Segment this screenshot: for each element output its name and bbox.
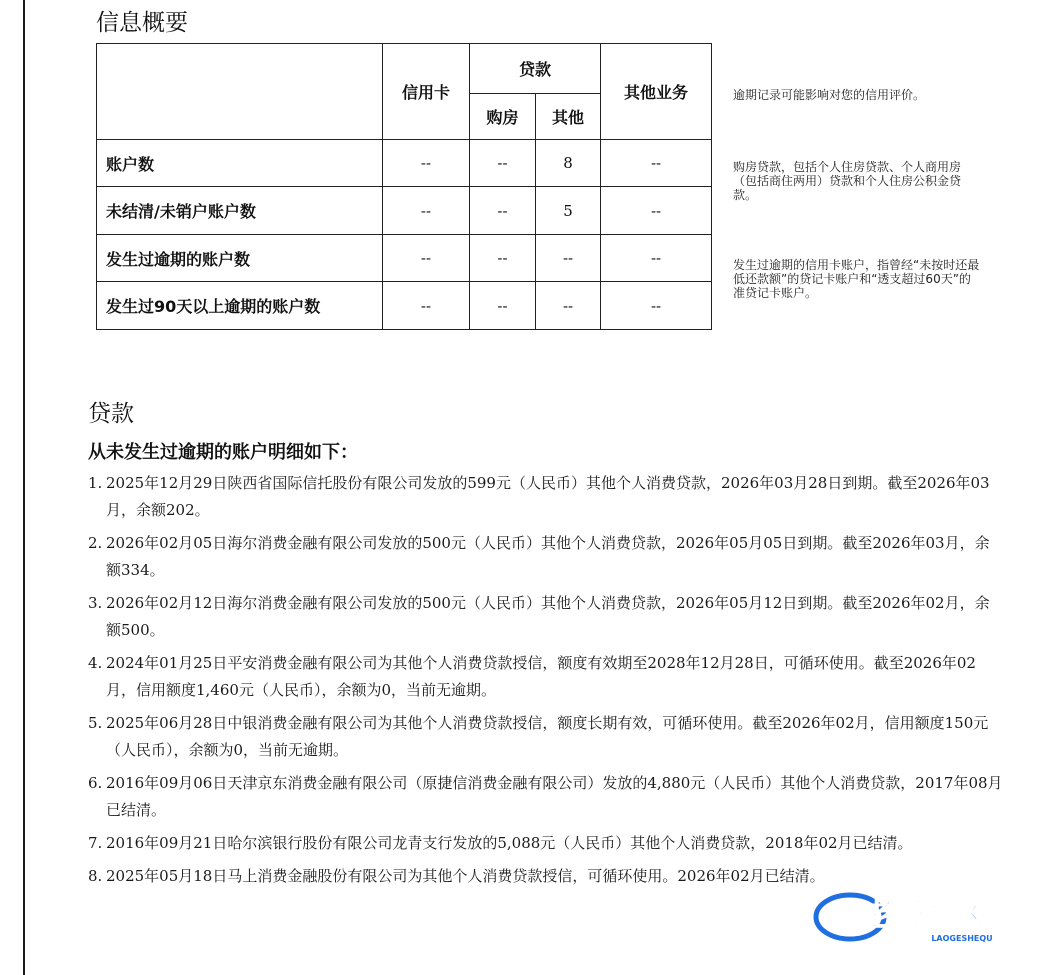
item-number: 3.	[88, 594, 103, 612]
header-credit-card: 信用卡	[383, 44, 470, 140]
note-overdue: 逾期记录可能影响对您的信用评价。	[733, 88, 926, 102]
item-number: 2.	[88, 534, 103, 552]
cell-other-business: --	[601, 282, 712, 330]
item-text: 2026年02月05日海尔消费金融有限公司发放的500元（人民币）其他个人消费贷款，2026年05月05日到期。截至2026年03月，余额334。	[106, 534, 990, 579]
header-other-business: 其他业务	[601, 44, 712, 140]
item-text: 2016年09月21日哈尔滨银行股份有限公司龙青支行发放的5,088元（人民币）其他个人消费贷款，2018年02月已结清。	[106, 834, 913, 852]
item-text: 2026年02月12日海尔消费金融有限公司发放的500元（人民币）其他个人消费贷款，2026年05月12日到期。截至2026年02月，余额500。	[106, 594, 990, 639]
item-text: 2016年09月06日天津京东消费金融有限公司（原捷信消费金融有限公司）发放的4,880元（人民币）其他个人消费贷款，2017年08月已结清。	[106, 774, 1003, 819]
cell-credit-card: --	[383, 282, 470, 330]
list-item	[88, 830, 1003, 857]
table-row	[97, 140, 712, 187]
cell-other-business: --	[601, 140, 712, 187]
cell-housing: --	[470, 187, 536, 235]
list-item	[88, 710, 1003, 764]
laoge-logo	[812, 885, 1028, 945]
cell-credit-card: --	[383, 187, 470, 235]
table-row	[97, 282, 712, 330]
list-item	[88, 470, 1003, 524]
item-text: 2025年12月29日陕西省国际信托股份有限公司发放的599元（人民币）其他个人消费贷款，2026年03月28日到期。截至2026年03月，余额202。	[106, 474, 990, 519]
cell-other: 5	[536, 187, 601, 235]
cell-other: --	[536, 282, 601, 330]
item-number: 5.	[88, 714, 103, 732]
logo-text: 老哥社区	[864, 898, 984, 933]
loans-subtitle: 从未发生过逾期的账户明细如下：	[88, 442, 358, 463]
item-number: 6.	[88, 774, 103, 792]
cell-other: 8	[536, 140, 601, 187]
loans-title: 贷款	[88, 401, 134, 427]
item-text: 2025年06月28日中银消费金融有限公司为其他个人消费贷款授信，额度长期有效，可循环使用。截至2026年02月，信用额度150元（人民币），余额为0，当前无逾期。	[106, 714, 989, 759]
cell-other-business: --	[601, 235, 712, 282]
cell-credit-card: --	[383, 235, 470, 282]
item-text: 2025年05月18日马上消费金融股份有限公司为其他个人消费贷款授信，可循环使用。2026年02月已结清。	[106, 867, 825, 885]
item-number: 8.	[88, 867, 103, 885]
cell-other: --	[536, 235, 601, 282]
cell-housing: --	[470, 235, 536, 282]
item-number: 7.	[88, 834, 103, 852]
list-item	[88, 590, 1003, 644]
cell-housing: --	[470, 282, 536, 330]
item-text: 2024年01月25日平安消费金融有限公司为其他个人消费贷款授信，额度有效期至2028年12月28日，可循环使用。截至2026年02月，信用额度1,460元（人民币），余额为0，当前无逾期。	[106, 654, 976, 699]
loan-list	[88, 470, 1003, 896]
overview-title: 信息概要	[96, 10, 188, 36]
corner-cell	[97, 44, 383, 140]
item-number: 1.	[88, 474, 103, 492]
row-label: 未结清/未销户账户数	[97, 187, 383, 235]
cell-housing: --	[470, 140, 536, 187]
header-other: 其他	[536, 94, 601, 140]
row-label: 发生过逾期的账户数	[97, 235, 383, 282]
summary-table	[96, 43, 712, 330]
table-row	[97, 187, 712, 235]
note-housing-loan: 购房贷款，包括个人住房贷款、个人商用房（包括商住两用）贷款和个人住房公积金贷款。	[733, 160, 962, 202]
list-item	[88, 650, 1003, 704]
note-overdue-credit-card: 发生过逾期的信用卡账户，指曾经“未按时还最低还款额”的贷记卡账户和“透支超过60天”的准贷记卡账户。	[733, 258, 980, 300]
list-item	[88, 530, 1003, 584]
header-housing: 购房	[470, 94, 536, 140]
logo-subtext: LAOGESHEQU	[931, 934, 993, 943]
page-left-border	[0, 0, 25, 975]
header-loan: 贷款	[470, 44, 601, 94]
cell-other-business: --	[601, 187, 712, 235]
table-row	[97, 235, 712, 282]
row-label: 发生过90天以上逾期的账户数	[97, 282, 383, 330]
row-label: 账户数	[97, 140, 383, 187]
cell-credit-card: --	[383, 140, 470, 187]
item-number: 4.	[88, 654, 103, 672]
list-item	[88, 770, 1003, 824]
